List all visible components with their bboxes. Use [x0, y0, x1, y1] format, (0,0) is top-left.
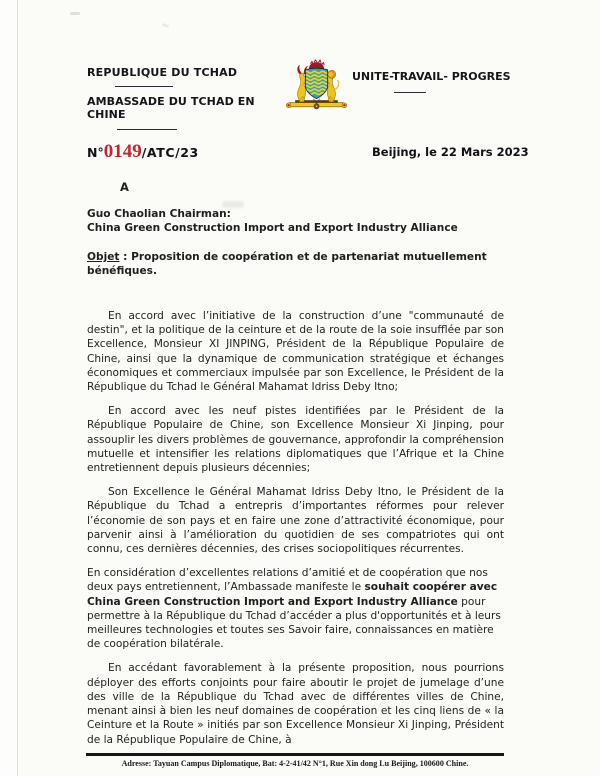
scan-artifact: [70, 12, 80, 15]
reference-number: [87, 141, 199, 163]
ref-digits: 0149: [103, 141, 142, 162]
addressee-organization: China Green Construction Import and Export Industry Alliance: [87, 222, 458, 235]
paragraph-4-pre: En considération d’excellentes relations d’amitié et de coopération que nos deux pays entretiennent, l’Ambassade manifeste le: [87, 567, 488, 594]
subject-text: Proposition de coopération et de partenariat mutuellement bénéfiques.: [87, 250, 487, 277]
subject-label: Objet: [87, 250, 120, 263]
ref-suffix: /ATC/23: [141, 145, 199, 160]
scan-artifact: [162, 23, 170, 28]
salutation: A: [120, 180, 129, 194]
dateline: Beijing, le 22 Mars 2023: [372, 145, 529, 159]
addressee-block: [87, 207, 504, 235]
paragraph-1: En accord avec l’initiative de la construction d’une "communauté de destin", et la politique de la ceinture et de la route de la soie insufflée par son Excellence, Monsieur XI JINPING, Président de la République Populaire de Chine, ainsi que la dynamique de communication stratégique et échanges économiques et commerciaux impulsée par son Excellence, le Président de la République du Tchad le Général Mahamat Idriss Deby Itno;: [87, 310, 504, 394]
letter-body: [87, 176, 504, 747]
divider: [394, 92, 426, 93]
footer-rule: [86, 753, 504, 756]
embassy-title: AMBASSADE DU TCHAD EN CHINE: [87, 95, 255, 121]
letterhead-left: [87, 66, 287, 130]
chad-coat-of-arms-icon: [283, 59, 350, 120]
paragraph-4: [87, 566, 504, 651]
footer-address: Adresse: Tayuan Campus Diplomatique, Bat: 4-2-41/42 N°1, Rue Xin dong Lu Beijing, 100600 Chine.: [121, 759, 469, 768]
addressee-name: Guo Chaolian Chairman:: [87, 208, 231, 221]
letter-footer: [86, 753, 504, 768]
paragraph-5: En accédant favorablement à la présente proposition, nous pourrions déployer des efforts conjoints pour faire aboutir le projet de jumelage d’une des ville de la République du Tchad avec de différentes villes de Chine, menant ainsi à bien les neuf domaines de coopération et les cinq liens de « la Ceinture et la Route » initiés par son Excellence Monsieur Xi Jinping, Président de la République Populaire de Chine, à: [87, 662, 504, 746]
paragraph-3: Son Excellence le Général Mahamat Idriss Deby Itno, le Président de la République du Tchad a entrepris d’importantes réformes pour relever l’économie de son pays et en faire une zone d’attractivité économique, pour parvenir ainsi à l’amélioration du quotidien de ses compatriotes qui ont connu, ces dernières décennies, des crises sociopolitiques récurrentes.: [87, 486, 504, 556]
paper-edge-line: [17, 0, 18, 776]
paragraph-4-post: pour permettre à la République du Tchad d’accéder a plus d'opportunités et à leurs meilleures technologies et toutes ses Savoir faire, connaissances en matière de coopération bilatérale.: [87, 595, 501, 651]
subject-line: [87, 250, 504, 278]
scan-margin: [0, 0, 17, 776]
divider: [115, 86, 173, 87]
subject-separator: :: [119, 250, 132, 263]
divider: [117, 129, 177, 130]
ref-prefix: N°: [87, 145, 104, 160]
paragraph-2: En accord avec les neuf pistes identifiées par le Président de la République Populaire de Chine, son Excellence Monsieur Xi Jinping, pour assouplir les divers problèmes de gouvernance, approfondir la compréhension mutuelle et intensifier les relations diplomatiques que l’Afrique et la Chine entretiennent depuis plusieurs décennies;: [87, 405, 504, 475]
republic-title: REPUBLIQUE DU TCHAD: [87, 66, 238, 79]
motto-text: UNITE-TRAVAIL- PROGRES: [352, 70, 511, 83]
letterhead-motto: [352, 70, 522, 93]
paragraph-4-bold: souhait coopérer avec China Green Construction Import and Export Industry Alliance: [87, 581, 498, 608]
